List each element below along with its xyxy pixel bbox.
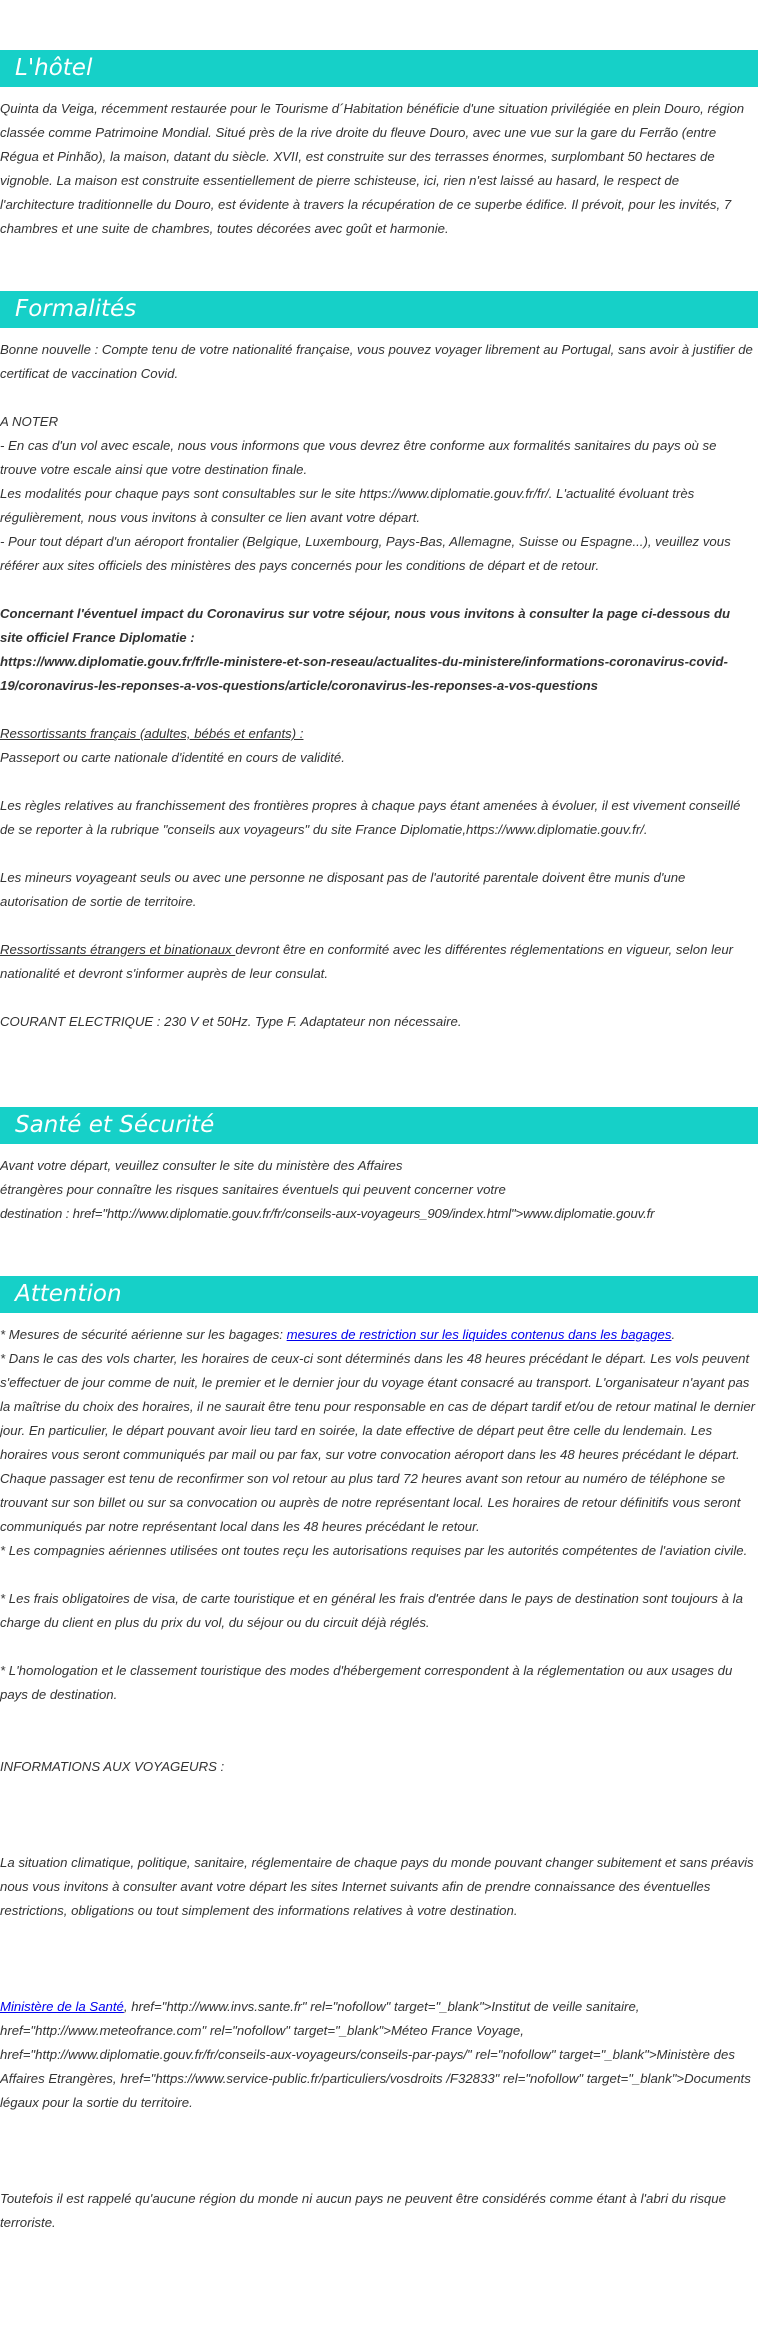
vols-charter-text: * Dans le cas des vols charter, les horaires de ceux-ci sont déterminés dans les 48 heures précédant le départ. Les vols peuvent s'effectuer de jour comme de nuit, le premier et le dernier jour du voyage étant consacré au transport. L'organisateur n'ayant pas la maîtrise du choix des horaires, il ne saurait être tenu pour responsable en cas de départ tardif et/ou de retour matinal le dernier jour. En particulier, le départ pouvant avoir lieu tard en soirée, la date effective de départ peut être celle du lendemain. Les horaires vous seront communiqués par mail ou par fax, sur votre convocation aéroport dans les 48 heures précédant le départ. Chaque passager est tenu de reconfirmer son vol retour au plus tard 72 heures avant son retour au numéro de téléphone se trouvant sur son billet ou sur sa convocation ou auprès de notre représentant local. Les horaires de retour définitifs vous seront communiqués par notre représentant local dans les 48 heures précédant le retour. bbox=[0, 1351, 756, 1534]
sante-line-1: Avant votre départ, veuillez consulter le site du ministère des Affaires bbox=[0, 1158, 403, 1173]
a-noter-label: A NOTER bbox=[0, 414, 59, 429]
section-header-attention: Attention bbox=[0, 1276, 758, 1313]
frais-visa-text: * Les frais obligatoires de visa, de carte touristique et en général les frais d'entrée dans le pays de destination sont toujours à la charge du client en plus du prix du vol, du séjour ou du circuit déjà réglés. bbox=[0, 1591, 743, 1630]
ministere-sante-link[interactable]: Ministère de la Santé bbox=[0, 1999, 124, 2014]
coronavirus-notice: Concernant l'éventuel impact du Coronavirus sur votre séjour, nous vous invitons à consulter la page ci-dessous du site officiel France Diplomatie : bbox=[0, 606, 731, 645]
attention-content bbox=[0, 1323, 756, 2235]
regles-frontieres-text: Les règles relatives au franchissement des frontières propres à chaque pays étant amenées à évoluer, il est vivement conseillé de se reporter à la rubrique "conseils aux voyageurs" du site France Diplomatie,https://www.diplomatie.gouv.fr/. bbox=[0, 798, 741, 837]
bagages-prefix: * Mesures de sécurité aérienne sur les bagages: bbox=[0, 1327, 287, 1342]
compagnies-text: * Les compagnies aériennes utilisées ont toutes reçu les autorisations requises par les autorités compétentes de l'aviation civile. bbox=[0, 1543, 748, 1558]
coronavirus-url: https://www.diplomatie.gouv.fr/fr/le-ministere-et-son-reseau/actualites-du-ministere/informations-coronavirus-covid-19/coronavirus-les-reponses-a-vos-questions/article/coronavirus-les-reponses-a-vos-questions bbox=[0, 654, 728, 693]
courant-electrique-text: COURANT ELECTRIQUE : 230 V et 50Hz. Type F. Adaptateur non nécessaire. bbox=[0, 1014, 462, 1029]
sante-line-3: destination : href="http://www.diplomatie.gouv.fr/fr/conseils-aux-voyageurs_909/index.html">www.diplomatie.gouv.fr bbox=[0, 1206, 655, 1221]
formalites-content bbox=[0, 338, 756, 1034]
hotel-description bbox=[0, 97, 756, 241]
section-header-sante: Santé et Sécurité bbox=[0, 1107, 758, 1144]
homologation-text: * L'homologation et le classement touristique des modes d'hébergement correspondent à la réglementation ou aux usages du pays de destination. bbox=[0, 1663, 733, 1702]
links-list bbox=[0, 1995, 756, 2115]
informations-voyageurs-title: INFORMATIONS AUX VOYAGEURS : bbox=[0, 1759, 225, 1774]
modalites-text: Les modalités pour chaque pays sont consultables sur le site https://www.diplomatie.gouv.fr/fr/. L'actualité évoluant très régulièrement, nous vous invitons à consulter ce lien avant votre départ. bbox=[0, 486, 695, 525]
situation-climatique-text: La situation climatique, politique, sanitaire, réglementaire de chaque pays du monde pouvant changer subitement et sans préavis bbox=[0, 1855, 754, 1870]
liquides-restriction-link[interactable]: mesures de restriction sur les liquides contenus dans les bagages bbox=[286, 1327, 672, 1342]
ressortissants-etrangers-label: Ressortissants étrangers et binationaux bbox=[0, 942, 236, 957]
hotel-text: Quinta da Veiga, récemment restaurée pour le Tourisme d´Habitation bénéficie d'une situation privilégiée en plein Douro, région classée comme Patrimoine Mondial. Situé près de la rive droite du fleuve Douro, avec une vue sur la gare du Ferrão (entre Régua et Pinhão), la maison, datant du siècle. XVII, est construite sur des terrasses énormes, surplombant 50 hectares de vignoble. La maison est construite essentiellement de pierre schisteuse, ici, rien n'est laissé au hasard, le respect de l'architecture traditionnelle du Douro, est évidente à travers la récupération de ce superbe édifice. Il prévoit, pour les invités, 7 chambres et une suite de chambres, toutes décorées avec goût et harmonie. bbox=[0, 101, 745, 236]
aeroport-frontalier-text: - Pour tout départ d'un aéroport frontalier (Belgique, Luxembourg, Pays-Bas, Allemagne, Suisse ou Espagne...), veuillez vous référer aux sites officiels des ministères des pays concernés pour les conditions de départ et de retour. bbox=[0, 534, 731, 573]
mineurs-text: Les mineurs voyageant seuls ou avec une personne ne disposant pas de l'autorité parentale doivent être munis d'une autorisation de sortie de territoire. bbox=[0, 870, 686, 909]
section-header-formalites: Formalités bbox=[0, 291, 758, 328]
ressortissants-francais-label: Ressortissants français (adultes, bébés et enfants) : bbox=[0, 726, 304, 741]
sante-content bbox=[0, 1154, 756, 1226]
bagages-text bbox=[0, 1323, 756, 1347]
escale-text: - En cas d'un vol avec escale, nous vous informons que vous devrez être conforme aux formalités sanitaires du pays où se trouve votre escale ainsi que votre destination finale. bbox=[0, 438, 717, 477]
sites-internet-text: nous vous invitons à consulter avant votre départ les sites Internet suivants afin de prendre connaissance des éventuelles restrictions, obligations ou tout simplement des informations relatives à votre destination. bbox=[0, 1879, 711, 1918]
formalites-covid-text: Bonne nouvelle : Compte tenu de votre nationalité française, vous pouvez voyager librement au Portugal, sans avoir à justifier de certificat de vaccination Covid. bbox=[0, 342, 753, 381]
sante-line-2: étrangères pour connaître les risques sanitaires éventuels qui peuvent concerner votre bbox=[0, 1182, 506, 1197]
links-list-text: , href="http://www.invs.sante.fr" rel="nofollow" target="_blank">Institut de veille sanitaire, href="http://www.meteofrance.com" rel="nofollow" target="_blank">Méteo France Voyage, href="http://www.diplomatie.gouv.fr/fr/conseils-aux-voyageurs/conseils-par-pays/" rel="nofollow" target="_blank">Ministère des Affaires Etrangères, href="https://www.service-public.fr/particuliers/vosdroits /F32833" rel="nofollow" target="_blank">Documents légaux pour la sortie du territoire. bbox=[0, 1999, 751, 2110]
bagages-suffix: . bbox=[671, 1327, 676, 1342]
section-header-hotel: L'hôtel bbox=[0, 50, 758, 87]
ressortissants-francais-text: Passeport ou carte nationale d'identité en cours de validité. bbox=[0, 750, 345, 765]
terrorisme-text: Toutefois il est rappelé qu'aucune région du monde ni aucun pays ne peuvent être considérés comme étant à l'abri du risque terroriste. bbox=[0, 2191, 726, 2230]
ressortissants-etrangers-text: devront être en conformité avec les différentes réglementations en vigueur, selon leur nationalité et devront s'informer auprès de leur consulat. bbox=[0, 942, 734, 981]
